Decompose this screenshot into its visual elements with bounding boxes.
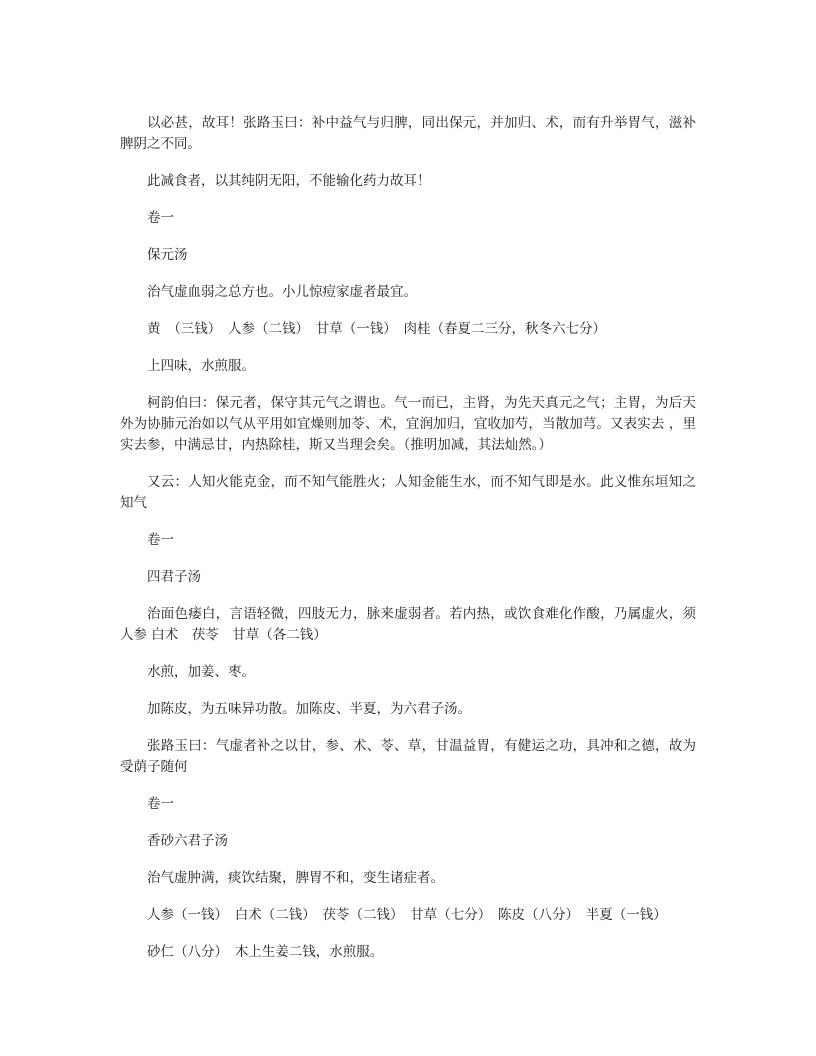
formula-title: 香砂六君子汤 (147, 833, 228, 849)
paragraph: 柯韵伯曰：保元者，保守其元气之谓也。气一而已，主肾，为先天真元之气；主胃，为后天外为协肺元治如以气从平用如宜燥则加苓、术，宜润加归，宜收加芍，当散加芎。又表实去 ，里实去参，中满忌甘，内热除桂，斯又当理会矣。（推明加减，其法灿然。） (120, 395, 696, 453)
paragraph: 治面色痿白，言语轻微，四肢无力，脉来虚弱者。若内热，或饮食难化作酸，乃属虚火，须人参 白术 茯苓 甘草（各二钱） (120, 606, 696, 643)
ingredient-list: 砂仁（八分） 木上生姜二钱，水煎服。 (147, 944, 384, 960)
paragraph: 上四味，水煎服。 (147, 358, 255, 374)
paragraph: 加陈皮，为五味异功散。加陈皮、半夏，为六君子汤。 (147, 701, 471, 717)
paragraph: 以必甚，故耳！张路玉曰：补中益气与归脾，同出保元，并加归、术，而有升举胃气，滋补脾阴之不同。 (120, 115, 696, 152)
paragraph: 治气虚肿满，痰饮结聚，脾胃不和，变生诸症者。 (147, 870, 444, 886)
document-body (120, 113, 696, 979)
ingredient-list: 人参（一钱） 白术（二钱） 茯苓（二钱） 甘草（七分） 陈皮（八分） 半夏（一钱） (147, 907, 667, 923)
paragraph: 治气虚血弱之总方也。小儿惊痘家虚者最宜。 (147, 284, 417, 300)
formula-title: 四君子汤 (147, 569, 201, 585)
ingredient-list: 黄 （三钱） 人参（二钱） 甘草（一钱） 肉桂（春夏二三分，秋冬六七分） (147, 321, 606, 337)
paragraph: 水煎，加姜、枣。 (147, 664, 255, 680)
volume-heading: 卷一 (147, 796, 174, 812)
paragraph: 张路玉曰：气虚者补之以甘，参、术、苓、草，甘温益胃，有健运之功，具冲和之德，故为受荫子随何 (120, 738, 696, 775)
volume-heading: 卷一 (147, 532, 174, 548)
paragraph: 又云：人知火能克金，而不知气能胜火；人知金能生水，而不知气即是水。此义惟东垣知之知气 (120, 474, 696, 511)
formula-title: 保元汤 (147, 247, 188, 263)
paragraph: 此减食者，以其纯阴无阳，不能输化药力故耳！ (147, 173, 431, 189)
volume-heading: 卷一 (147, 210, 174, 226)
